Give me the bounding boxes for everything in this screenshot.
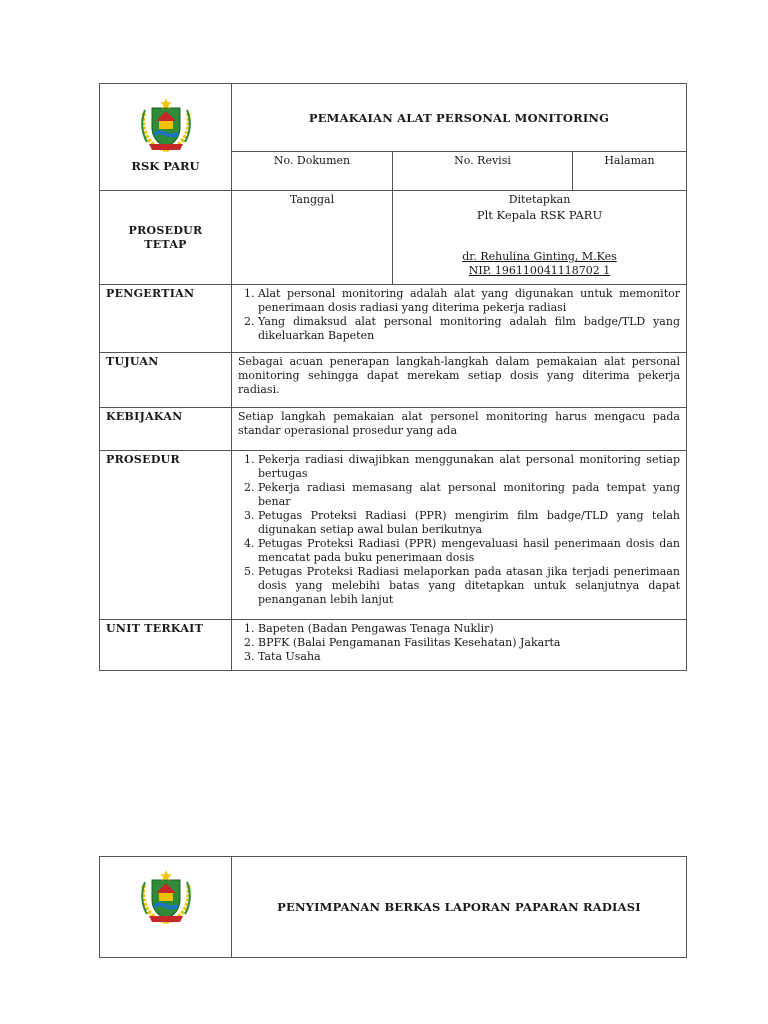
approval-block xyxy=(393,191,687,285)
logo-cell xyxy=(100,857,232,958)
north-sumatra-emblem-icon xyxy=(135,94,197,156)
document-title-2: PENYIMPANAN BERKAS LAPORAN PAPARAN RADIASI xyxy=(232,857,687,958)
sop-table-1 xyxy=(99,83,687,671)
section-content-pengertian xyxy=(232,285,687,353)
list-item: 2. Pekerja radiasi memasang alat personal monitoring pada tempat yang benar xyxy=(258,481,680,509)
section-label-unit-terkait: UNIT TERKAIT xyxy=(100,620,232,671)
section-label-tujuan: TUJUAN xyxy=(100,353,232,408)
approver-nip: NIP. 196110041118702 1 xyxy=(468,264,611,277)
approval-position: Plt Kepala RSK PARU xyxy=(476,208,603,222)
prosedur-list xyxy=(238,453,680,607)
list-item: 4. Petugas Proteksi Radiasi (PPR) mengevaluasi hasil penerimaan dosis dan mencatat pada buku penerimaan dosis xyxy=(258,537,680,565)
document-number-label: No. Dokumen xyxy=(232,152,393,191)
section-content-tujuan: Sebagai acuan penerapan langkah-langkah dalam pemakaian alat personal monitoring sehingga dapat merekam setiap dosis yang diterima pekerja radiasi. xyxy=(232,353,687,408)
page-label: Halaman xyxy=(573,152,687,191)
list-item: 3. Petugas Proteksi Radiasi (PPR) mengirim film badge/TLD yang telah digunakan setiap awal bulan berikutnya xyxy=(258,509,680,537)
list-item: 2. BPFK (Balai Pengamanan Fasilitas Kesehatan) Jakarta xyxy=(258,636,680,650)
section-content-unit-terkait xyxy=(232,620,687,671)
section-content-prosedur xyxy=(232,451,687,620)
section-label-kebijakan: KEBIJAKAN xyxy=(100,408,232,451)
institution-name: RSK PARU xyxy=(131,159,200,173)
approver-name: dr. Rehulina Ginting, M.Kes xyxy=(462,250,617,263)
sop-table-2 xyxy=(99,856,687,958)
unit-terkait-list xyxy=(238,622,680,664)
section-label-pengertian: PENGERTIAN xyxy=(100,285,232,353)
list-item: 1. Alat personal monitoring adalah alat yang digunakan untuk memonitor penerimaan dosis radiasi yang diterima pekerja radiasi xyxy=(258,287,680,315)
document-title: PEMAKAIAN ALAT PERSONAL MONITORING xyxy=(232,84,687,152)
list-item: 1. Bapeten (Badan Pengawas Tenaga Nuklir) xyxy=(258,622,680,636)
date-label: Tanggal xyxy=(232,191,393,285)
procedure-type-label: PROSEDUR TETAP xyxy=(100,191,232,285)
section-label-prosedur: PROSEDUR xyxy=(100,451,232,620)
list-item: 5. Petugas Proteksi Radiasi melaporkan pada atasan jika terjadi penerimaan dosis yang melebihi batas yang ditetapkan untuk selanjutnya dapat penanganan lebih lanjut xyxy=(258,565,680,607)
logo-cell xyxy=(100,84,232,191)
list-item: 2. Yang dimaksud alat personal monitoring adalah film badge/TLD yang dikeluarkan Bapeten xyxy=(258,315,680,343)
revision-number-label: No. Revisi xyxy=(393,152,573,191)
north-sumatra-emblem-icon xyxy=(135,866,197,928)
pengertian-list xyxy=(238,287,680,343)
list-item: 3. Tata Usaha xyxy=(258,650,680,664)
section-content-kebijakan: Setiap langkah pemakaian alat personel monitoring harus mengacu pada standar operasional prosedur yang ada xyxy=(232,408,687,451)
approval-set-label: Ditetapkan xyxy=(508,193,571,206)
list-item: 1. Pekerja radiasi diwajibkan menggunakan alat personal monitoring setiap bertugas xyxy=(258,453,680,481)
